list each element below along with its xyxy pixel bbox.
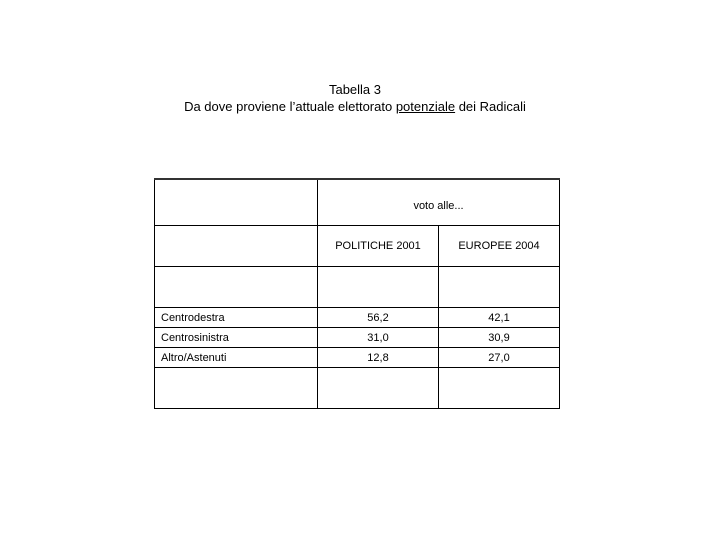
- caption-underlined-word: potenziale: [395, 99, 456, 114]
- caption-part-2: dei Radicali: [455, 99, 526, 114]
- spacer-cell: [155, 267, 318, 308]
- group-header-row: [155, 179, 560, 226]
- cell-europee: 27,0: [439, 348, 560, 368]
- row-label: Centrosinistra: [155, 328, 318, 348]
- spacer-cell: [439, 368, 560, 409]
- table-row: [155, 328, 560, 348]
- row-label: Altro/Astenuti: [155, 348, 318, 368]
- column-header-row: [155, 226, 560, 267]
- spacer-cell: [155, 368, 318, 409]
- empty-header-cell: [155, 226, 318, 267]
- data-table: [154, 178, 560, 409]
- caption-part-1: Da dove proviene l’attuale elettorato: [184, 99, 396, 114]
- table-row: [155, 308, 560, 328]
- group-header-cell: voto alle...: [318, 179, 560, 226]
- column-header-europee: EUROPEE 2004: [439, 226, 560, 267]
- spacer-row: [155, 267, 560, 308]
- table-title: [0, 81, 710, 115]
- cell-politiche: 31,0: [318, 328, 439, 348]
- cell-politiche: 56,2: [318, 308, 439, 328]
- cell-europee: 30,9: [439, 328, 560, 348]
- column-header-politiche: POLITICHE 2001: [318, 226, 439, 267]
- spacer-cell: [439, 267, 560, 308]
- spacer-cell: [318, 267, 439, 308]
- spacer-cell: [318, 368, 439, 409]
- row-label: Centrodestra: [155, 308, 318, 328]
- spacer-row: [155, 368, 560, 409]
- table-caption: [0, 98, 710, 115]
- table-row: [155, 348, 560, 368]
- empty-header-cell: [155, 179, 318, 226]
- table-number: Tabella 3: [328, 82, 382, 97]
- cell-politiche: 12,8: [318, 348, 439, 368]
- cell-europee: 42,1: [439, 308, 560, 328]
